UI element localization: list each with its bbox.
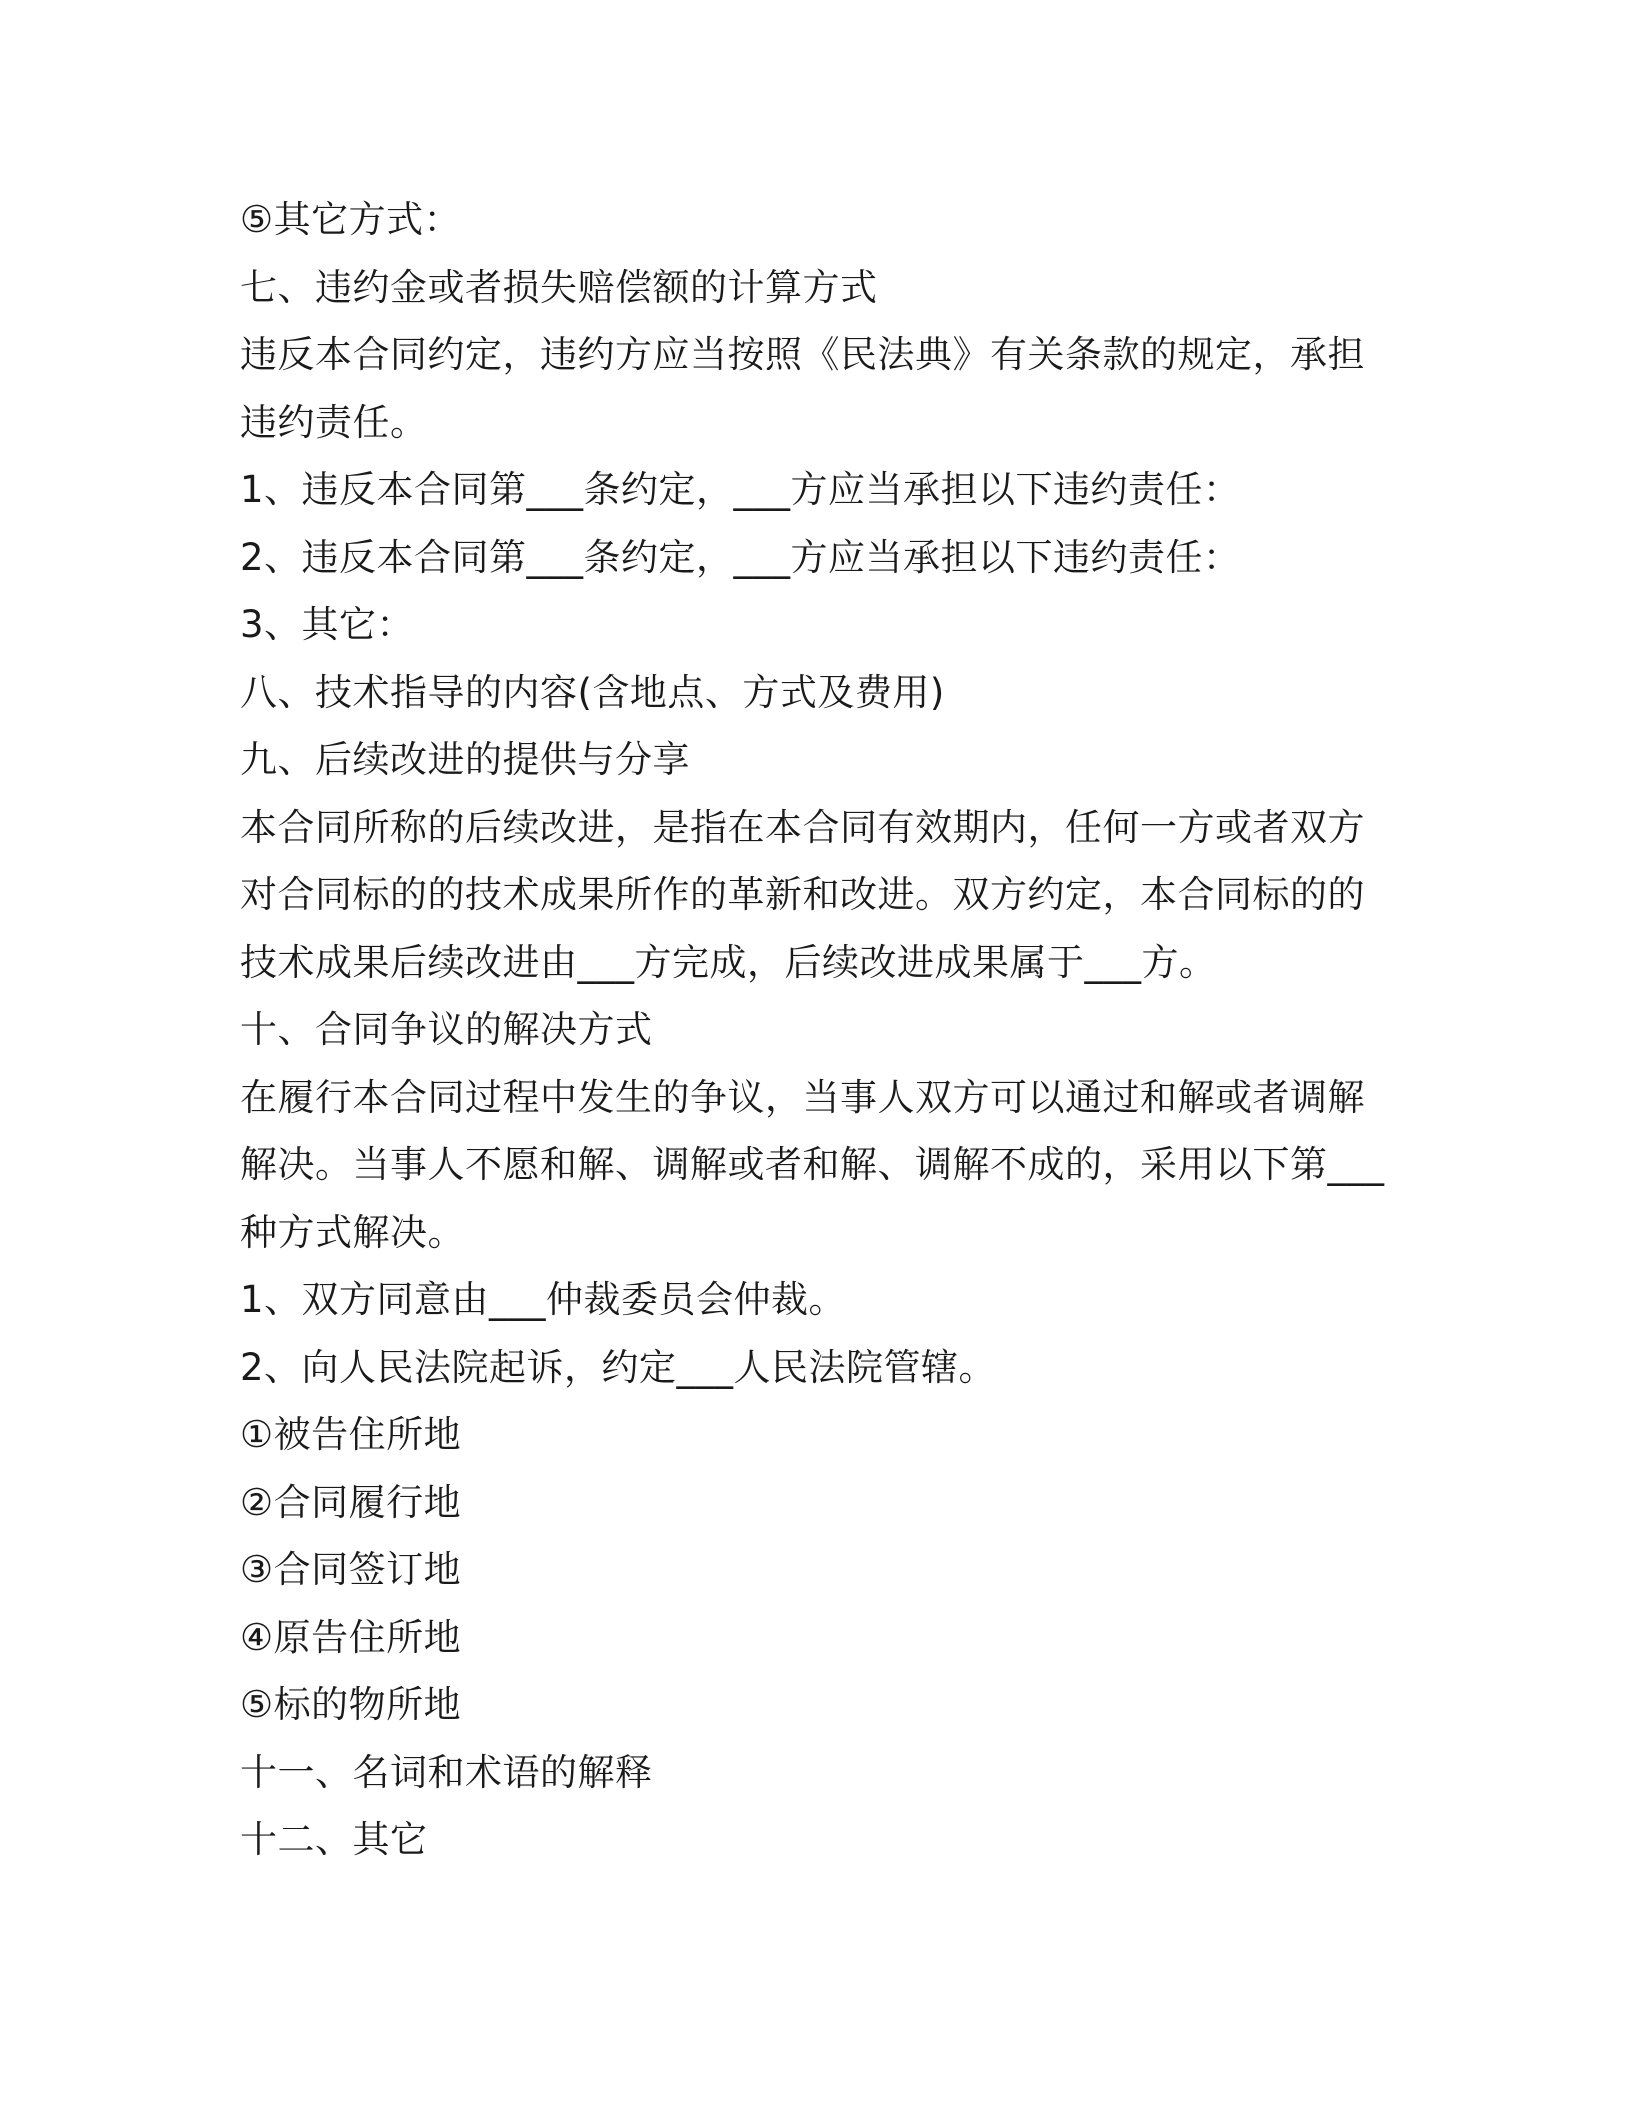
section-10-paragraph: 在履行本合同过程中发生的争议，当事人双方可以通过和解或者调解: [240, 1075, 1365, 1119]
jurisdiction-option: ③合同签订地: [240, 1548, 462, 1591]
section-12-heading: 十二、其它: [240, 1818, 428, 1861]
document-body: [240, 186, 1390, 1874]
section-7-item-1: 1、违反本合同第___条约定，___方应当承担以下违约责任：: [240, 468, 1241, 511]
section-9-heading: 九、后续改进的提供与分享: [240, 738, 690, 781]
section-7-paragraph: 违反本合同约定，违约方应当按照《民法典》有关条款的规定，承担: [240, 333, 1365, 376]
section-10-heading: 十、合同争议的解决方式: [240, 1008, 653, 1051]
section-9-paragraph: 本合同所称的后续改进，是指在本合同有效期内，任何一方或者双方: [240, 805, 1365, 849]
section-10-paragraph: 种方式解决。: [240, 1210, 465, 1254]
section-10-paragraph: 解决。当事人不愿和解、调解或者和解、调解不成的，采用以下第___: [240, 1143, 1385, 1186]
section-10-item-1: 1、双方同意由___仲裁委员会仲裁。: [240, 1278, 847, 1321]
jurisdiction-option: ①被告住所地: [240, 1413, 462, 1456]
section-10-item-2: 2、向人民法院起诉，约定___人民法院管辖。: [240, 1345, 997, 1389]
section-9-paragraph: 技术成果后续改进由___方完成，后续改进成果属于___方。: [240, 940, 1217, 984]
jurisdiction-option: ⑤标的物所地: [240, 1683, 462, 1726]
section-7-item-3: 3、其它：: [240, 603, 415, 646]
section-11-heading: 十一、名词和术语的解释: [240, 1750, 653, 1794]
section-7-heading: 七、违约金或者损失赔偿额的计算方式: [240, 265, 878, 309]
section-7-item-2: 2、违反本合同第___条约定，___方应当承担以下违约责任：: [240, 535, 1241, 579]
jurisdiction-option: ②合同履行地: [240, 1480, 462, 1524]
jurisdiction-option: ④原告住所地: [240, 1615, 462, 1659]
section-8-heading: 八、技术指导的内容(含地点、方式及费用): [240, 670, 945, 714]
section-9-paragraph: 对合同标的的技术成果所作的革新和改进。双方约定，本合同标的的: [240, 873, 1365, 916]
section-7-paragraph: 违约责任。: [240, 400, 428, 444]
item-other-method: ⑤其它方式：: [240, 198, 462, 241]
